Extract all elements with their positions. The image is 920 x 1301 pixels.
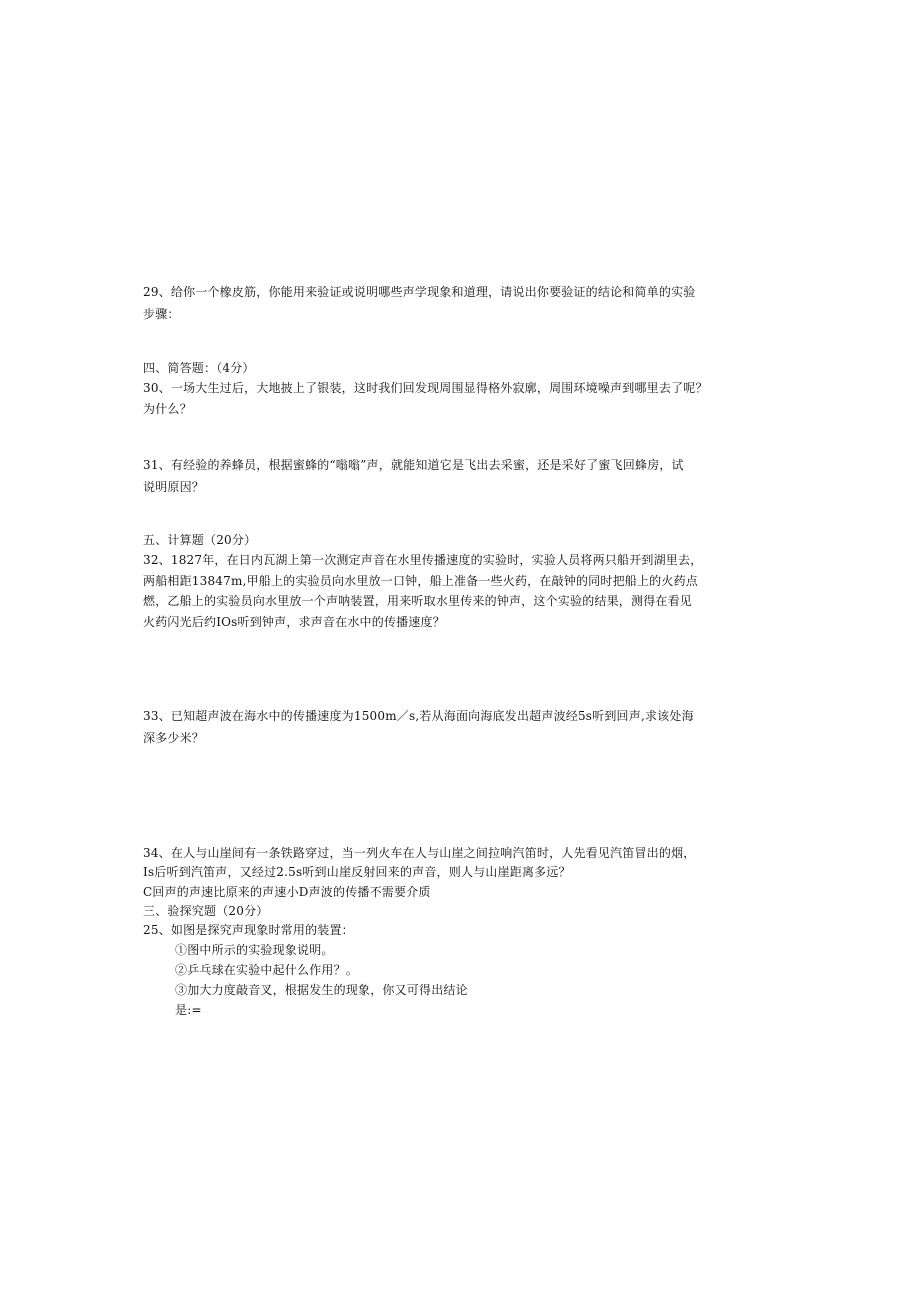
q30-line-2: 为什么？ xyxy=(143,402,192,416)
section-5-title: 五、计算题（20分） xyxy=(143,533,257,547)
q25-item-3: ③加大力度敲音叉，根据发生的现象，你又可得出结论 xyxy=(175,983,468,997)
q32-line-4: 火药闪光后约IOs听到钟声，求声音在水中的传播速度？ xyxy=(143,615,445,629)
q30-line-1: 30、一场大生过后，大地披上了银装，这时我们回发现周围显得格外寂廓，周围环境噪声到哪里去了呢？ xyxy=(143,381,708,395)
q25-line-1: 25、如图是探究声现象时常用的装置： xyxy=(143,923,354,937)
q34-line-3: C回声的声速比原来的声速小D声波的传播不需要介质 xyxy=(143,885,431,899)
q32-line-3: 燃，乙船上的实验员向水里放一个声呐装置，用来听取水里传来的钟声，这个实验的结果，测得在看见 xyxy=(143,594,693,608)
q25-item-3-continued: 是:= xyxy=(175,1003,202,1017)
section-3-title: 三、验探究题（20分） xyxy=(143,904,269,918)
q31-line-2: 说明原因？ xyxy=(143,480,205,494)
q31-line-1: 31、有经验的养蜂员，根据蜜蜂的“嗡嗡”声，就能知道它是飞出去采蜜，还是采好了蜜飞回蜂房，试 xyxy=(143,458,684,472)
section-4-title: 四、简答题：（4分） xyxy=(143,361,255,375)
q29-line-1: 29、给你一个橡皮筋，你能用来验证或说明哪些声学现象和道理，请说出你要验证的结论和简单的实验 xyxy=(143,285,696,299)
q33-line-2: 深多少米？ xyxy=(143,731,205,745)
q34-line-1: 34、在人与山崖间有一条铁路穿过，当一列火车在人与山崖之间拉响汽笛时，人先看见汽笛冒出的烟， xyxy=(143,846,696,860)
q29-line-2: 步骤： xyxy=(143,307,180,321)
q32-line-1: 32、1827年，在日内瓦湖上第一次测定声音在水里传播速度的实验时，实验人员将两只船开到湖里去， xyxy=(143,553,703,567)
q34-line-2: Is后听到汽笛声，又经过2.5s听到山崖反射回来的声音，则人与山崖距离多远？ xyxy=(143,865,571,879)
q33-line-1: 33、已知超声波在海水中的传播速度为1500m／s,若从海面向海底发出超声波经5s听到回声,求该处海 xyxy=(143,709,694,723)
q25-item-1: ①图中所示的实验现象说明。 xyxy=(175,943,334,957)
q25-item-2: ②乒乓球在实验中起什么作用？。 xyxy=(175,963,359,977)
q32-line-2: 两船相距13847m,甲船上的实验员向水里放一口钟，船上准备一些火药，在敲钟的同时把船上的火药点 xyxy=(143,574,698,588)
